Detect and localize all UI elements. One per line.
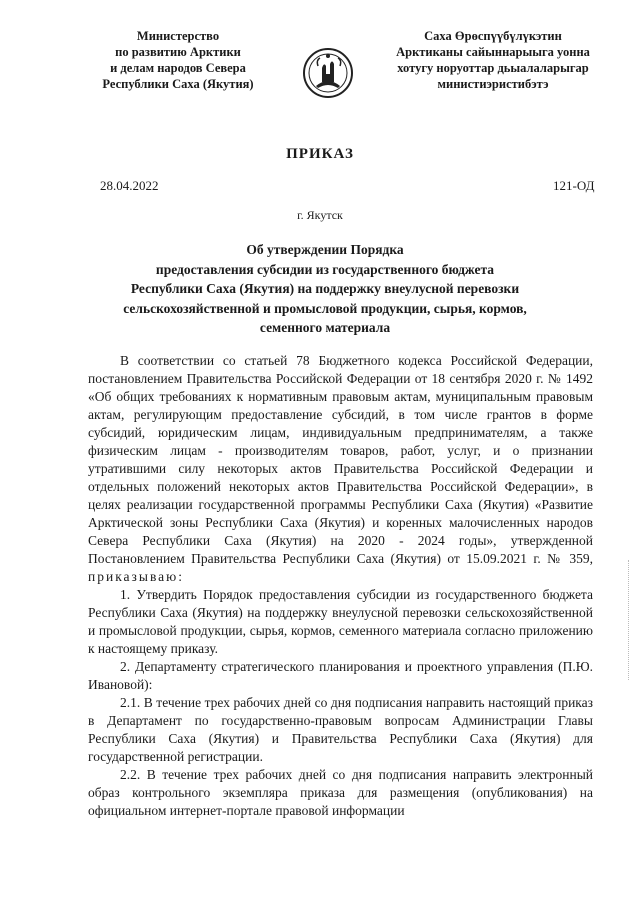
preamble-paragraph [88,352,593,586]
item-2-2: 2.2. В течение трех рабочих дней со дня подписания направить электронный образ контрольного экземпляра приказа для размещения (опубликования) на официальном интернет-портале правовой информации [88,767,593,818]
sakha-republic-emblem-icon [302,46,354,100]
order-word: приказываю: [88,569,184,584]
ministry-name-ru-line: по развитию Арктики [115,45,241,59]
ministry-name-ru-line: Республики Саха (Якутия) [102,77,254,91]
order-body [88,352,593,820]
scan-margin-mark [628,560,631,680]
preamble-text: В соответствии со статьей 78 Бюджетного кодекса Российской Федерации, постановлением Правительства Российской Федерации от 18 сентября 2020 г. № 1492 «Об общих требованиях к нормативным правовым актам, муниципальным правовым актам, регулирующим предоставление субсидий, в том числе грантов в форме субсидий, юридическим лицам, индивидуальным предпринимателям, а также физическим лицам - производителям товаров, работ, услуг, и о признании утратившими силу некоторых актов Правительства Российской Федерации и отдельных положений некоторых актов Правительства Российской Федерации», в целях реализации государственной программы Республики Саха (Якутия) «Развитие Арктической зоны Республики Саха (Якутия) и коренных малочисленных народов Севера Республики Саха (Якутия) на 2020 - 2024 годы», утвержденной Постановлением Правительства Республики Саха (Якутия) от 15.09.2021 г. № 359, [88,353,593,566]
ministry-name-ru-line: и делам народов Севера [110,61,246,75]
item-1: 1. Утвердить Порядок предоставления субсидии из государственного бюджета Республики Саха (Якутия) на поддержку внеулусной перевозки сельскохозяйственной и промысловой продукции, сырья, кормов, семенного материала согласно приложению к настоящему приказу. [88,587,593,656]
order-title: ПРИКАЗ [286,146,354,162]
ministry-name-sah-line: Арктиканы сайыннарыыга уонна [396,45,590,59]
item-2: 2. Департаменту стратегического планирования и проектного управления (П.Ю. Ивановой): [88,659,593,692]
item-2-1: 2.1. В течение трех рабочих дней со дня подписания направить настоящий приказ в Департамент по государственно-правовым вопросам Администрации Главы Республики Саха (Якутия) и Правительства Республики Саха (Якутия) для государственной регистрации. [88,695,593,764]
ministry-name-sah-line: Саха Өрөспүүбүлүкэтин [424,29,562,43]
subject-line: семенного материала [259,320,391,335]
subject-line: сельскохозяйственной и промысловой продукции, сырья, кормов, [123,300,527,316]
order-date: 28.04.2022 [100,178,159,193]
subject-line: предоставления субсидии из государственного бюджета [155,261,495,277]
order-city: г. Якутск [297,208,343,222]
order-number: 121-ОД [553,178,595,193]
ministry-name-yakut [378,28,608,92]
ministry-name-sah-line: министиэристибэтэ [437,77,549,91]
ministry-name-russian [68,28,288,92]
ministry-name-ru-line: Министерство [136,29,220,43]
order-subject [120,240,530,338]
subject-line: Об утверждении Порядка [246,242,404,257]
ministry-name-sah-line: хотугу норуоттар дьыалаларыгар [397,61,589,75]
subject-line: Республики Саха (Якутия) на поддержку внеулусной перевозки [130,281,520,296]
